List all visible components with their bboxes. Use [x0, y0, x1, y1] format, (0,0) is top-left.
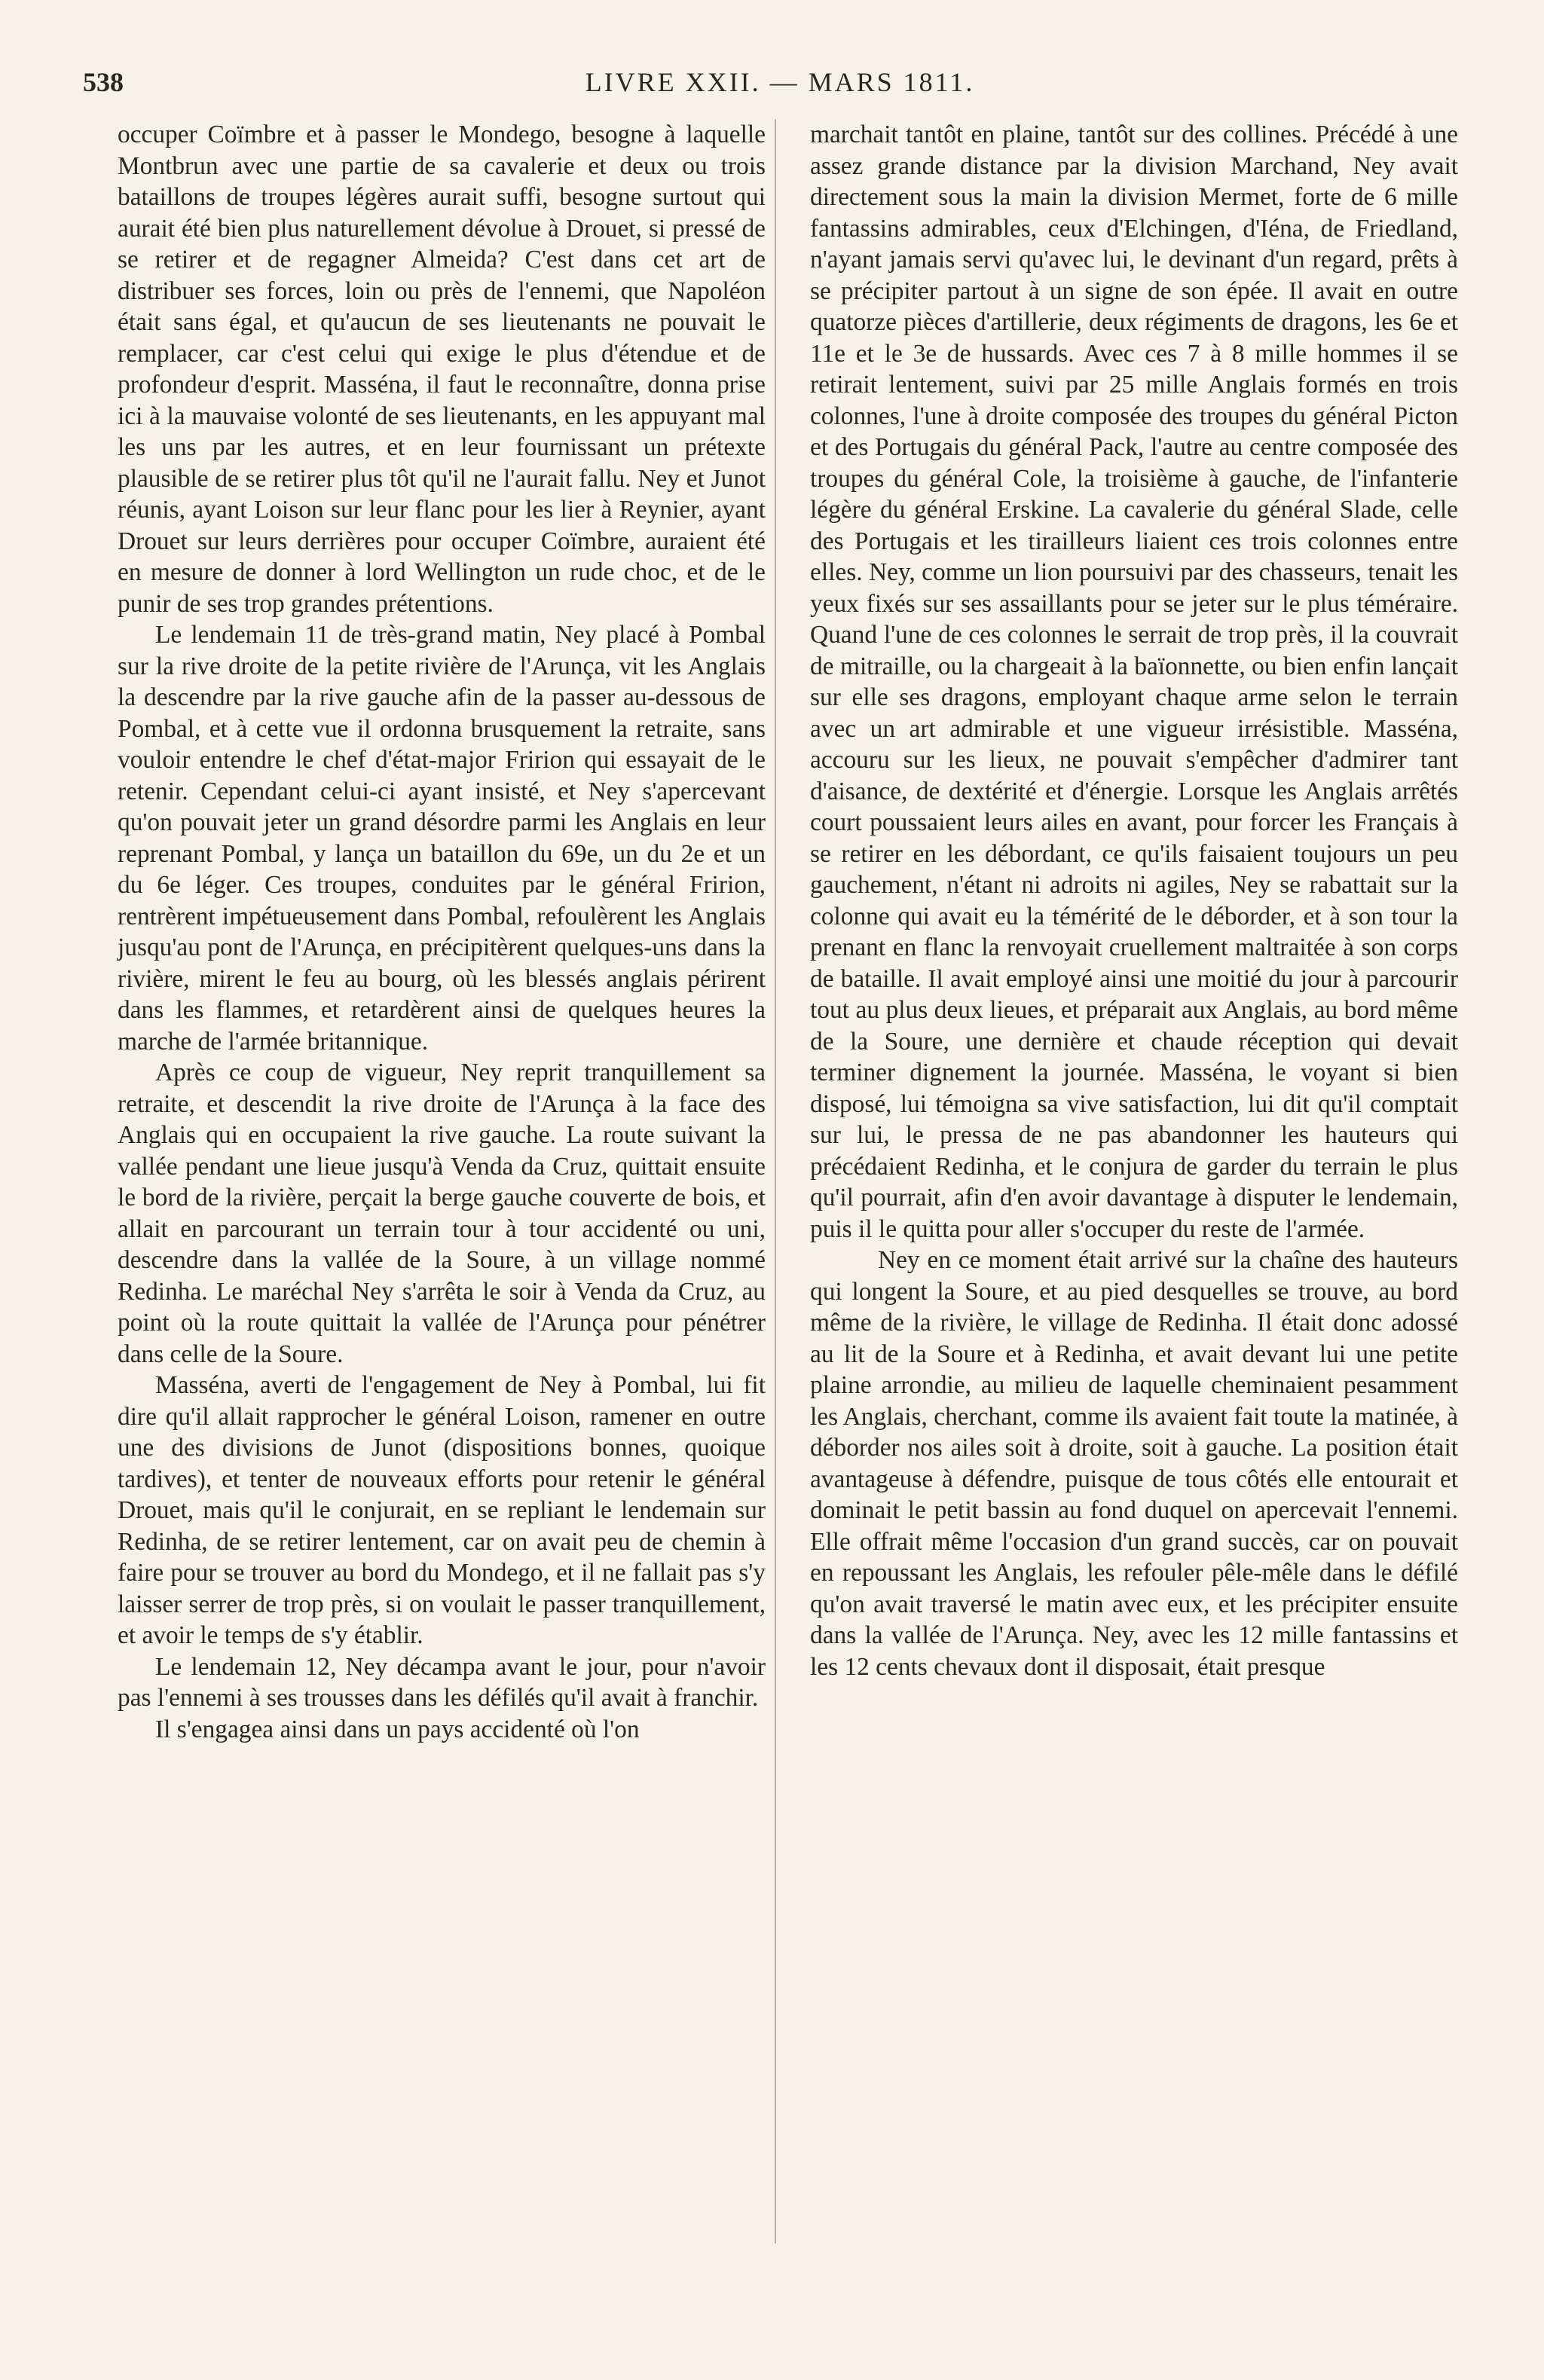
left-column: [118, 119, 766, 1745]
paragraph: marchait tantôt en plaine, tantôt sur des collines. Précédé à une assez grande distance par la division Marchand, Ney avait directement sous la main la division Mermet, forte de 6 mille fantassins admirables, ceux d'Elchingen, d'Iéna, de Friedland, n'ayant jamais servi qu'avec lui, le devinant d'un regard, prêts à se précipiter partout à un signe de son épée. Il avait en outre quatorze pièces d'artillerie, deux régiments de dragons, les 6e et 11e et le 3e de hussards. Avec ces 7 à 8 mille hommes il se retirait lentement, suivi par 25 mille Anglais formés en trois colonnes, l'une à droite composée des troupes du général Picton et des Portugais du général Pack, l'autre au centre composée des troupes du général Cole, la troisième à gauche, de l'infanterie légère du général Erskine. La cavalerie du général Slade, celle des Portugais et les tirailleurs liaient ces trois colonnes entre elles. Ney, comme un lion poursuivi par des chasseurs, tenait les yeux fixés sur ses assaillants pour se jeter sur le plus téméraire. Quand l'une de ces colonnes le serrait de trop près, il la couvrait de mitraille, ou la chargeait à la baïonnette, ou bien enfin lançait sur elle ses dragons, employant chaque arme selon le terrain avec un art admirable et une vigueur irrésistible. Masséna, accouru sur les lieux, ne pouvait s'empêcher d'admirer tant d'aisance, de dextérité et d'énergie. Lorsque les Anglais arrêtés court poussaient leurs ailes en avant, pour forcer les Français à se retirer en les débordant, ce qu'ils faisaient toujours un peu gauchement, n'étant ni adroits ni agiles, Ney se rabattait sur la colonne qui avait eu la témérité de le déborder, et à son tour la prenant en flanc la renvoyait cruellement maltraitée à son corps de bataille. Il avait employé ainsi une moitié du jour à parcourir tout au plus deux lieues, et préparait aux Anglais, au bord même de la Soure, une dernière et chaude réception qui devait terminer dignement la journée. Masséna, le voyant si bien disposé, lui témoigna sa vive satisfaction, lui dit qu'il comptait sur lui, le pressa de ne pas abandonner les hauteurs qui précédaient Redinha, et le conjura de garder du terrain le plus qu'il pourrait, afin d'en avoir davantage à disputer le lendemain, puis il le quitta pour aller s'occuper du reste de l'armée.: [810, 121, 1458, 1243]
paragraph: Masséna, averti de l'engagement de Ney à Pombal, lui fit dire qu'il allait rapprocher le général Loison, ramener en outre une des divisions de Junot (dispositions bonnes, quoique tardives), et tenter de nouveaux efforts pour retenir le général Drouet, mais qu'il le conjurait, en se repliant le lendemain sur Redinha, de se retirer lentement, car on avait peu de chemin à faire pour se trouver au bord du Mondego, et il ne fallait pas s'y laisser serrer de trop près, si on voulait le passer tranquillement, et avoir le temps de s'y établir.: [118, 1371, 766, 1649]
right-column: [810, 119, 1458, 1682]
paragraph: Le lendemain 12, Ney décampa avant le jour, pour n'avoir pas l'ennemi à ses trousses dans les défilés qu'il avait à franchir.: [118, 1652, 766, 1712]
paragraph: Le lendemain 11 de très-grand matin, Ney placé à Pombal sur la rive droite de la petite rivière de l'Arunça, vit les Anglais la descendre par la rive gauche afin de la passer au-dessous de Pombal, et à cette vue il ordonna brusquement la retraite, sans vouloir entendre le chef d'état-major Fririon qui essayait de le retenir. Cependant celui-ci ayant insisté, et Ney s'apercevant qu'on pouvait jeter un grand désordre parmi les Anglais en leur reprenant Pombal, y lança un bataillon du 69e, un du 2e et un du 6e léger. Ces troupes, conduites par le général Fririon, rentrèrent impétueusement dans Pombal, refoulèrent les Anglais jusqu'au pont de l'Arunça, en précipitèrent quelques-uns dans la rivière, mirent le feu au bourg, où les blessés anglais périrent dans les flammes, et retardèrent ainsi de quelques heures la marche de l'armée britannique.: [118, 621, 766, 1056]
column-divider: [775, 119, 776, 2244]
paragraph: Après ce coup de vigueur, Ney reprit tranquillement sa retraite, et descendit la rive droite de l'Arunça à la face des Anglais qui en occupaient la rive gauche. La route suivant la vallée pendant une lieue jusqu'à Venda da Cruz, quittait ensuite le bord de la rivière, perçait la berge gauche couverte de bois, et allait en parcourant un terrain tour à tour accidenté ou uni, descendre dans la vallée de la Soure, à un village nommé Redinha. Le maréchal Ney s'arrêta le soir à Venda da Cruz, au point où la route quittait la vallée de l'Arunça pour pénétrer dans celle de la Soure.: [118, 1059, 766, 1368]
running-head: LIVRE XXII. — MARS 1811.: [585, 67, 975, 97]
paragraph: occuper Coïmbre et à passer le Mondego, besogne à laquelle Montbrun avec une partie de sa cavalerie et deux ou trois bataillons de troupes légères aurait suffi, besogne surtout qui aurait été bien plus naturellement dévolue à Drouet, si pressé de se retirer et de regagner Almeida? C'est dans cet art de distribuer ses forces, loin ou près de l'ennemi, que Napoléon était sans égal, et qu'aucun de ses lieutenants ne pouvait le remplacer, car c'est celui qui exige le plus d'étendue et de profondeur d'esprit. Masséna, il faut le reconnaître, donna prise ici à la mauvaise volonté de ses lieutenants, en les appuyant mal les uns par les autres, et en leur fournissant un prétexte plausible de se retirer plus tôt qu'il ne l'aurait fallu. Ney et Junot réunis, ayant Loison sur leur flanc pour les lier à Reynier, ayant Drouet sur leurs derrières pour occuper Coïmbre, auraient été en mesure de donner à lord Wellington un rude choc, et de le punir de ses trop grandes prétentions.: [118, 121, 766, 618]
paragraph: Ney en ce moment était arrivé sur la chaîne des hauteurs qui longent la Soure, et au pied desquelles se trouve, au bord même de la rivière, le village de Redinha. Il était donc adossé au lit de la Soure et à Redinha, et avait devant lui une petite plaine arrondie, au milieu de laquelle cheminaient pesamment les Anglais, cherchant, comme ils avaient fait toute la matinée, à déborder nos ailes soit à droite, soit à gauche. La position était avantageuse à défendre, puisque de tous côtés elle entourait et dominait le petit bassin au fond duquel on apercevait l'ennemi. Elle offrait même l'occasion d'un grand succès, car on pouvait en repoussant les Anglais, les refouler pêle-mêle dans le défilé qu'on avait traversé le matin avec eux, et les précipiter ensuite dans la vallée de l'Arunça. Ney, avec les 12 mille fantassins et les 12 cents chevaux dont il disposait, était presque: [810, 1246, 1458, 1681]
paragraph: Il s'engagea ainsi dans un pays accidenté où l'on: [155, 1715, 640, 1743]
page-header: [83, 66, 1477, 112]
page-number: 538: [83, 67, 124, 97]
